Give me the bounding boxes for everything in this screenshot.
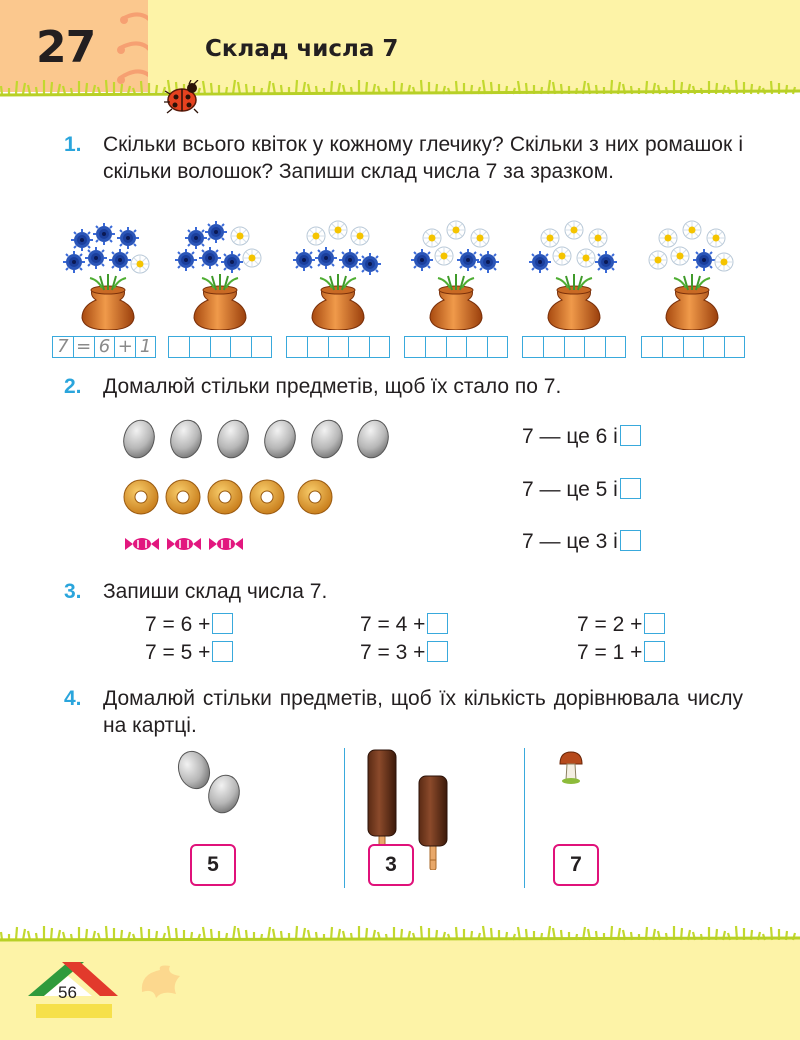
egg-group: [172, 748, 246, 818]
egg-icon: [308, 418, 347, 460]
answer-cell[interactable]: [564, 336, 585, 358]
answer-cell[interactable]: [466, 336, 487, 358]
flower-pot-6: [644, 218, 740, 330]
lesson-number: 27: [36, 22, 96, 73]
egg-icon: [173, 748, 214, 793]
answer-box[interactable]: [620, 425, 641, 446]
answer-box[interactable]: [427, 613, 448, 634]
ladybug-icon: [162, 80, 202, 114]
column-divider: [344, 748, 345, 888]
answer-box[interactable]: [620, 530, 641, 551]
mushroom-icon: [558, 750, 584, 786]
task-2-number: 2.: [64, 375, 82, 398]
equation: 7 = 6 +: [145, 613, 233, 637]
answer-cell: 6: [94, 336, 115, 358]
row-label: 7 — це 3 і: [522, 530, 641, 554]
answer-cell: 1: [135, 336, 156, 358]
answer-box[interactable]: [212, 641, 233, 662]
answer-cell[interactable]: [210, 336, 231, 358]
flower-pot-2: [172, 218, 268, 330]
answer-cell[interactable]: [703, 336, 724, 358]
answer-cell[interactable]: [230, 336, 251, 358]
answer-cell[interactable]: [487, 336, 508, 358]
answer-cells[interactable]: [404, 336, 508, 358]
answer-cell: +: [114, 336, 135, 358]
equation: 7 = 2 +: [577, 613, 665, 637]
egg-row: [118, 418, 398, 460]
egg-icon: [261, 418, 300, 460]
answer-cell[interactable]: [286, 336, 307, 358]
answer-cell[interactable]: [189, 336, 210, 358]
task-3-number: 3.: [64, 580, 82, 603]
flower-pot-5: [526, 218, 622, 330]
flower-pot-1: [60, 218, 156, 330]
row-label: 7 — це 5 і: [522, 478, 641, 502]
page-number: 56: [58, 983, 77, 1002]
ice-cream-icon: [419, 776, 447, 870]
answer-cell[interactable]: [662, 336, 683, 358]
answer-cell[interactable]: [369, 336, 390, 358]
flower-pot-3: [290, 218, 386, 330]
answer-cells[interactable]: [522, 336, 626, 358]
task-2-text: Домалюй стільки предметів, щоб їх стало по 7.: [103, 375, 562, 398]
answer-cell[interactable]: [168, 336, 189, 358]
answer-cell[interactable]: [446, 336, 467, 358]
number-card: 7: [553, 844, 599, 886]
flower-pot-4: [408, 218, 504, 330]
equation: 7 = 4 +: [360, 613, 448, 637]
row-label: 7 — це 6 і: [522, 425, 641, 449]
equation: 7 = 5 +: [145, 641, 233, 665]
answer-cell: =: [73, 336, 94, 358]
answer-cells[interactable]: [286, 336, 390, 358]
column-divider: [524, 748, 525, 888]
answer-cell[interactable]: [348, 336, 369, 358]
answer-cell[interactable]: [522, 336, 543, 358]
egg-icon: [205, 772, 244, 816]
answer-cell[interactable]: [605, 336, 626, 358]
answer-cell[interactable]: [307, 336, 328, 358]
lesson-title: Склад числа 7: [205, 36, 399, 62]
answer-cell[interactable]: [543, 336, 564, 358]
equation: 7 = 1 +: [577, 641, 665, 665]
leaf-icon: [136, 962, 186, 1002]
egg-icon: [120, 418, 159, 460]
answer-cell[interactable]: [683, 336, 704, 358]
grass-border-top: [0, 78, 800, 108]
bagel-row: [122, 477, 342, 517]
task-4-text: Домалюй стільки предметів, щоб їх кількість дорівнювала числу на картці.: [103, 687, 743, 737]
number-card: 5: [190, 844, 236, 886]
answer-cell[interactable]: [724, 336, 745, 358]
equation: 7 = 3 +: [360, 641, 448, 665]
answer-cell[interactable]: [251, 336, 272, 358]
number-card: 3: [368, 844, 414, 886]
task-1-text: Скільки всього квіток у кожному глечику? Скільки з них ромашок і скільки волошок? Запиши склад числа 7 за зразком.: [103, 133, 743, 183]
answer-cells[interactable]: [168, 336, 272, 358]
sample-cells: [52, 336, 156, 358]
answer-cell[interactable]: [425, 336, 446, 358]
answer-cell[interactable]: [641, 336, 662, 358]
egg-icon: [354, 418, 393, 460]
answer-cell[interactable]: [404, 336, 425, 358]
grass-border-bottom: [0, 920, 800, 954]
answer-box[interactable]: [620, 478, 641, 499]
egg-icon: [167, 418, 206, 460]
answer-cell[interactable]: [328, 336, 349, 358]
answer-cell: 7: [52, 336, 73, 358]
answer-cell[interactable]: [584, 336, 605, 358]
answer-box[interactable]: [427, 641, 448, 662]
answer-box[interactable]: [644, 613, 665, 634]
answer-box[interactable]: [212, 613, 233, 634]
task-1-number: 1.: [64, 133, 82, 156]
task-4-number: 4.: [64, 687, 82, 710]
answer-box[interactable]: [644, 641, 665, 662]
egg-icon: [214, 418, 253, 460]
candy-row: [122, 534, 252, 554]
answer-cells[interactable]: [641, 336, 745, 358]
task-3-text: Запиши склад числа 7.: [103, 580, 328, 603]
